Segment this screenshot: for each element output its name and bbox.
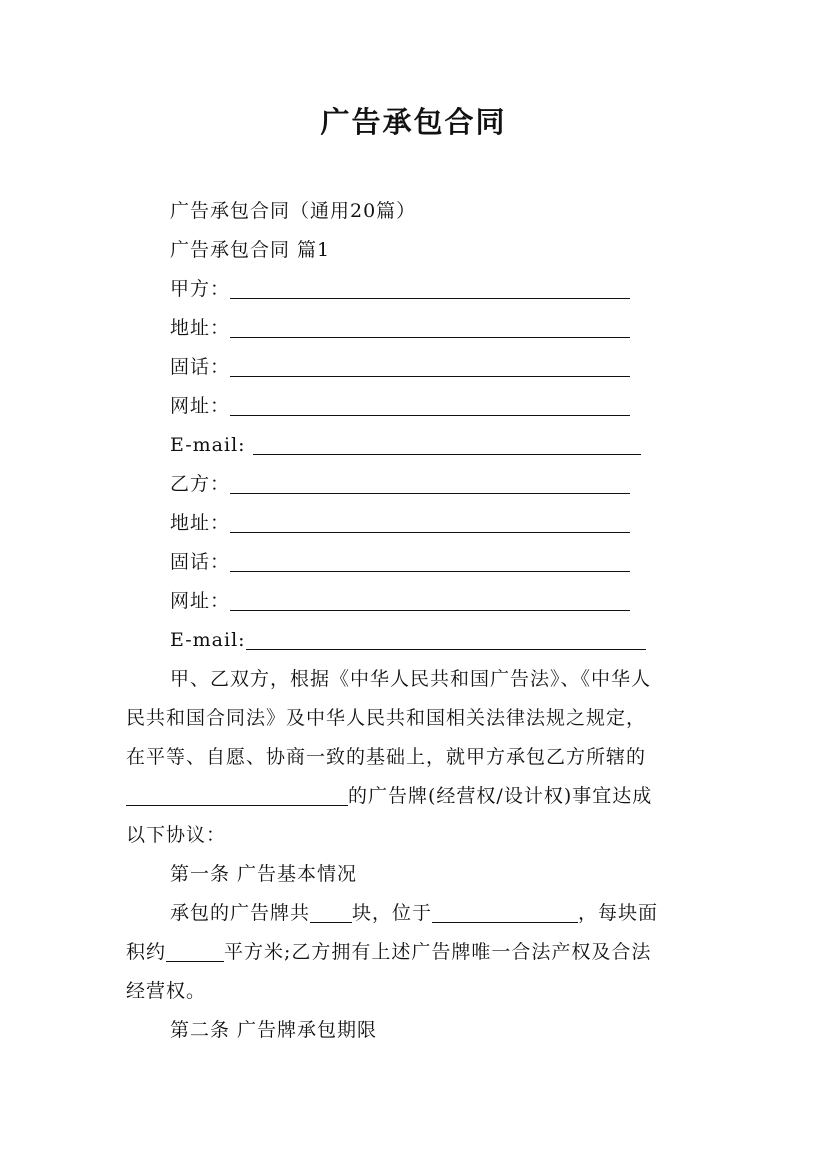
article-1-heading: 第一条 广告基本情况 [170,863,358,885]
party-a-phone-label: 固话： [170,356,231,378]
party-a-website-label: 网址： [170,395,231,417]
article-1-text-c: ，每块面 [578,902,659,924]
party-a-phone-blank [230,356,630,377]
party-b-label: 乙方： [170,473,231,495]
article-1-text-a: 承包的广告牌共 [170,902,311,924]
party-a-email-blank [253,434,641,455]
billboard-location-blank [126,785,348,806]
intro-line-2: 民共和国合同法》及中华人民共和国相关法律法规之规定， [126,707,647,729]
party-a-address-row [170,315,630,341]
article-1-line-2 [126,939,651,965]
document-title: 广告承包合同 [320,105,507,139]
party-b-blank [230,473,630,494]
billboard-area-blank [166,941,224,962]
party-b-phone-blank [230,551,630,572]
party-b-website-label: 网址： [170,590,231,612]
party-b-phone-label: 固话： [170,551,231,573]
article-1-text-b: 块，位于 [352,902,433,924]
party-a-phone-row [170,354,630,380]
party-a-blank [230,278,630,299]
intro-line-5: 以下协议： [126,824,227,846]
party-b-address-label: 地址： [170,512,231,534]
party-a-label: 甲方： [170,278,231,300]
article-1-line-1 [170,900,658,926]
party-a-row [170,276,630,302]
party-a-address-label: 地址： [170,317,231,339]
party-b-email-blank [246,629,646,650]
party-b-row [170,471,630,497]
party-b-website-row [170,588,630,614]
party-a-email-row [170,432,641,458]
party-b-address-row [170,510,630,536]
party-a-email-label: E-mail: [170,434,253,456]
intro-line-1: 甲、乙双方，根据《中华人民共和国广告法》、《中华人 [170,668,652,690]
party-a-website-blank [230,395,630,416]
intro-line-4 [126,783,652,809]
party-b-address-blank [230,512,630,533]
billboard-position-blank [432,902,578,923]
party-b-email-row [170,627,646,653]
article-1-text-e: 平方米;乙方拥有上述广告牌唯一合法产权及合法 [224,941,652,963]
intro-line-3: 在平等、自愿、协商一致的基础上，就甲方承包乙方所辖的 [126,746,647,768]
article-2-heading: 第二条 广告牌承包期限 [170,1019,378,1041]
party-b-email-label: E-mail: [170,629,246,651]
party-a-address-blank [230,317,630,338]
intro-line-4-text: 的广告牌(经营权/设计权)事宜达成 [348,785,653,807]
billboard-count-blank [310,902,352,923]
section-heading: 广告承包合同 篇1 [170,239,331,261]
article-1-text-d: 积约 [126,941,167,963]
document-subtitle: 广告承包合同（通用20篇） [170,200,417,222]
party-a-website-row [170,393,630,419]
article-1-line-3: 经营权。 [126,980,207,1002]
party-b-website-blank [230,590,630,611]
party-b-phone-row [170,549,630,575]
